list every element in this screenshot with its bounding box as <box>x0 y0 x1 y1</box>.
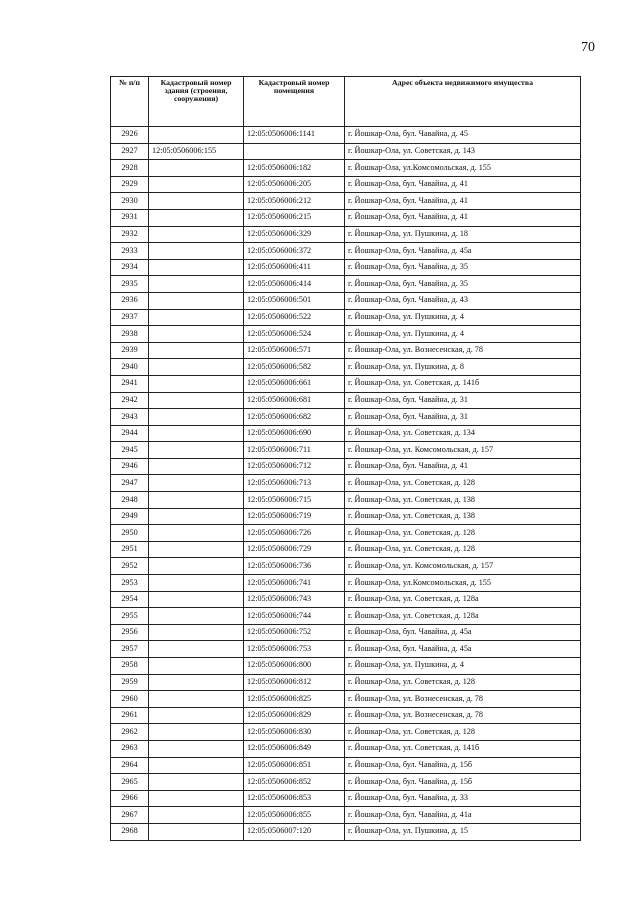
building-cadastral-cell <box>149 342 244 359</box>
building-cadastral-cell <box>149 176 244 193</box>
room-cadastral-cell: 12:05:0506006:852 <box>244 774 345 791</box>
building-cadastral-cell <box>149 591 244 608</box>
building-cadastral-cell <box>149 541 244 558</box>
address-cell: г. Йошкар-Ола, ул. Советская, д. 128 <box>345 724 581 741</box>
address-cell: г. Йошкар-Ола, ул. Пушкина, д. 4 <box>345 309 581 326</box>
page-number: 70 <box>581 40 595 55</box>
row-number-cell: 2930 <box>111 193 149 210</box>
address-cell: г. Йошкар-Ола, ул. Пушкина, д. 15 <box>345 823 581 840</box>
table-row <box>111 143 581 160</box>
address-cell: г. Йошкар-Ола, ул. Советская, д. 128а <box>345 591 581 608</box>
room-cadastral-cell: 12:05:0506006:411 <box>244 259 345 276</box>
room-cadastral-cell: 12:05:0506006:681 <box>244 392 345 409</box>
address-cell: г. Йошкар-Ола, ул. Комсомольская, д. 157 <box>345 558 581 575</box>
building-cadastral-cell <box>149 525 244 542</box>
room-cadastral-cell: 12:05:0506006:753 <box>244 641 345 658</box>
room-cadastral-cell: 12:05:0506007:120 <box>244 823 345 840</box>
table-row <box>111 575 581 592</box>
table-row <box>111 342 581 359</box>
building-cadastral-cell <box>149 209 244 226</box>
table-row <box>111 790 581 807</box>
building-cadastral-cell <box>149 641 244 658</box>
row-number-cell: 2940 <box>111 359 149 376</box>
row-number-cell: 2963 <box>111 740 149 757</box>
table-row <box>111 193 581 210</box>
room-cadastral-cell: 12:05:0506006:711 <box>244 442 345 459</box>
room-cadastral-cell: 12:05:0506006:800 <box>244 658 345 675</box>
row-number-cell: 2959 <box>111 674 149 691</box>
row-number-cell: 2961 <box>111 707 149 724</box>
row-number-cell: 2955 <box>111 608 149 625</box>
row-number-cell: 2928 <box>111 160 149 177</box>
address-cell: г. Йошкар-Ола, бул. Чавайна, д. 45а <box>345 243 581 260</box>
building-cadastral-cell <box>149 359 244 376</box>
room-cadastral-cell: 12:05:0506006:825 <box>244 691 345 708</box>
row-number-cell: 2941 <box>111 375 149 392</box>
row-number-cell: 2936 <box>111 292 149 309</box>
building-cadastral-cell <box>149 458 244 475</box>
address-cell: г. Йошкар-Ола, ул. Советская, д. 141б <box>345 375 581 392</box>
address-cell: г. Йошкар-Ола, бул. Чавайна, д. 31 <box>345 409 581 426</box>
building-cadastral-cell <box>149 226 244 243</box>
address-cell: г. Йошкар-Ола, ул. Советская, д. 128а <box>345 608 581 625</box>
row-number-cell: 2960 <box>111 691 149 708</box>
building-cadastral-cell <box>149 193 244 210</box>
address-cell: г. Йошкар-Ола, ул. Советская, д. 128 <box>345 525 581 542</box>
building-cadastral-cell <box>149 409 244 426</box>
room-cadastral-cell: 12:05:0506006:851 <box>244 757 345 774</box>
address-cell: г. Йошкар-Ола, ул. Советская, д. 141б <box>345 740 581 757</box>
building-cadastral-cell <box>149 508 244 525</box>
room-cadastral-cell <box>244 143 345 160</box>
room-cadastral-cell: 12:05:0506006:661 <box>244 375 345 392</box>
room-cadastral-cell: 12:05:0506006:690 <box>244 425 345 442</box>
row-number-cell: 2937 <box>111 309 149 326</box>
address-cell: г. Йошкар-Ола, ул. Вознесенская, д. 78 <box>345 342 581 359</box>
address-cell: г. Йошкар-Ола, бул. Чавайна, д. 41 <box>345 209 581 226</box>
room-cadastral-cell: 12:05:0506006:372 <box>244 243 345 260</box>
building-cadastral-cell <box>149 740 244 757</box>
row-number-cell: 2953 <box>111 575 149 592</box>
address-cell: г. Йошкар-Ола, бул. Чавайна, д. 41 <box>345 458 581 475</box>
address-cell: г. Йошкар-Ола, ул. Советская, д. 134 <box>345 425 581 442</box>
room-cadastral-cell: 12:05:0506006:736 <box>244 558 345 575</box>
room-cadastral-cell: 12:05:0506006:829 <box>244 707 345 724</box>
header-address: Адрес объекта недвижимого имущества <box>345 77 581 127</box>
table-row <box>111 442 581 459</box>
building-cadastral-cell <box>149 392 244 409</box>
row-number-cell: 2965 <box>111 774 149 791</box>
building-cadastral-cell: 12:05:0506006:155 <box>149 143 244 160</box>
table-body <box>111 127 581 841</box>
row-number-cell: 2954 <box>111 591 149 608</box>
address-cell: г. Йошкар-Ола, ул. Вознесенская, д. 78 <box>345 707 581 724</box>
table-row <box>111 458 581 475</box>
building-cadastral-cell <box>149 674 244 691</box>
table-row <box>111 392 581 409</box>
table-row <box>111 492 581 509</box>
row-number-cell: 2952 <box>111 558 149 575</box>
table-row <box>111 525 581 542</box>
room-cadastral-cell: 12:05:0506006:329 <box>244 226 345 243</box>
room-cadastral-cell: 12:05:0506006:726 <box>244 525 345 542</box>
table-row <box>111 326 581 343</box>
address-cell: г. Йошкар-Ола, ул. Советская, д. 128 <box>345 674 581 691</box>
room-cadastral-cell: 12:05:0506006:729 <box>244 541 345 558</box>
address-cell: г. Йошкар-Ола, ул.Комсомольская, д. 155 <box>345 575 581 592</box>
table-row <box>111 243 581 260</box>
address-cell: г. Йошкар-Ола, бул. Чавайна, д. 35 <box>345 259 581 276</box>
building-cadastral-cell <box>149 492 244 509</box>
building-cadastral-cell <box>149 276 244 293</box>
table-row <box>111 658 581 675</box>
table-row <box>111 176 581 193</box>
building-cadastral-cell <box>149 160 244 177</box>
row-number-cell: 2962 <box>111 724 149 741</box>
row-number-cell: 2938 <box>111 326 149 343</box>
building-cadastral-cell <box>149 724 244 741</box>
address-cell: г. Йошкар-Ола, бул. Чавайна, д. 41 <box>345 176 581 193</box>
row-number-cell: 2927 <box>111 143 149 160</box>
building-cadastral-cell <box>149 475 244 492</box>
address-cell: г. Йошкар-Ола, ул. Пушкина, д. 18 <box>345 226 581 243</box>
room-cadastral-cell: 12:05:0506006:855 <box>244 807 345 824</box>
building-cadastral-cell <box>149 624 244 641</box>
table-row <box>111 226 581 243</box>
building-cadastral-cell <box>149 292 244 309</box>
building-cadastral-cell <box>149 558 244 575</box>
building-cadastral-cell <box>149 823 244 840</box>
table-row <box>111 127 581 144</box>
row-number-cell: 2946 <box>111 458 149 475</box>
table-row <box>111 608 581 625</box>
table-row <box>111 276 581 293</box>
address-cell: г. Йошкар-Ола, бул. Чавайна, д. 45 <box>345 127 581 144</box>
table-row <box>111 724 581 741</box>
address-cell: г. Йошкар-Ола, ул. Комсомольская, д. 157 <box>345 442 581 459</box>
table-row <box>111 359 581 376</box>
table-row <box>111 774 581 791</box>
table-row <box>111 209 581 226</box>
table-row <box>111 691 581 708</box>
address-cell: г. Йошкар-Ола, бул. Чавайна, д. 15б <box>345 774 581 791</box>
row-number-cell: 2939 <box>111 342 149 359</box>
room-cadastral-cell: 12:05:0506006:712 <box>244 458 345 475</box>
row-number-cell: 2934 <box>111 259 149 276</box>
table-row <box>111 641 581 658</box>
address-cell: г. Йошкар-Ола, бул. Чавайна, д. 41 <box>345 193 581 210</box>
room-cadastral-cell: 12:05:0506006:812 <box>244 674 345 691</box>
room-cadastral-cell: 12:05:0506006:212 <box>244 193 345 210</box>
row-number-cell: 2967 <box>111 807 149 824</box>
address-cell: г. Йошкар-Ола, ул. Пушкина, д. 4 <box>345 658 581 675</box>
table-row <box>111 375 581 392</box>
building-cadastral-cell <box>149 790 244 807</box>
building-cadastral-cell <box>149 608 244 625</box>
building-cadastral-cell <box>149 774 244 791</box>
property-registry-table <box>110 76 581 841</box>
address-cell: г. Йошкар-Ола, ул. Советская, д. 143 <box>345 143 581 160</box>
address-cell: г. Йошкар-Ола, ул. Советская, д. 138 <box>345 492 581 509</box>
room-cadastral-cell: 12:05:0506006:715 <box>244 492 345 509</box>
row-number-cell: 2964 <box>111 757 149 774</box>
room-cadastral-cell: 12:05:0506006:853 <box>244 790 345 807</box>
room-cadastral-cell: 12:05:0506006:524 <box>244 326 345 343</box>
row-number-cell: 2935 <box>111 276 149 293</box>
building-cadastral-cell <box>149 309 244 326</box>
table-row <box>111 707 581 724</box>
address-cell: г. Йошкар-Ола, ул.Комсомольская, д. 155 <box>345 160 581 177</box>
row-number-cell: 2957 <box>111 641 149 658</box>
table-row <box>111 740 581 757</box>
address-cell: г. Йошкар-Ола, бул. Чавайна, д. 35 <box>345 276 581 293</box>
room-cadastral-cell: 12:05:0506006:182 <box>244 160 345 177</box>
address-cell: г. Йошкар-Ола, ул. Вознесенская, д. 78 <box>345 691 581 708</box>
address-cell: г. Йошкар-Ола, бул. Чавайна, д. 45а <box>345 641 581 658</box>
room-cadastral-cell: 12:05:0506006:414 <box>244 276 345 293</box>
room-cadastral-cell: 12:05:0506006:1141 <box>244 127 345 144</box>
building-cadastral-cell <box>149 757 244 774</box>
building-cadastral-cell <box>149 259 244 276</box>
table-row <box>111 409 581 426</box>
table-row <box>111 591 581 608</box>
table-row <box>111 807 581 824</box>
row-number-cell: 2929 <box>111 176 149 193</box>
table-row <box>111 309 581 326</box>
building-cadastral-cell <box>149 807 244 824</box>
building-cadastral-cell <box>149 326 244 343</box>
row-number-cell: 2945 <box>111 442 149 459</box>
table-row <box>111 425 581 442</box>
room-cadastral-cell: 12:05:0506006:501 <box>244 292 345 309</box>
header-num: № п/п <box>111 77 149 127</box>
table-row <box>111 475 581 492</box>
address-cell: г. Йошкар-Ола, бул. Чавайна, д. 43 <box>345 292 581 309</box>
table-row <box>111 508 581 525</box>
table-row <box>111 160 581 177</box>
table-row <box>111 558 581 575</box>
header-row <box>111 77 581 127</box>
row-number-cell: 2926 <box>111 127 149 144</box>
row-number-cell: 2944 <box>111 425 149 442</box>
address-cell: г. Йошкар-Ола, бул. Чавайна, д. 41а <box>345 807 581 824</box>
row-number-cell: 2956 <box>111 624 149 641</box>
table-row <box>111 292 581 309</box>
table-row <box>111 674 581 691</box>
row-number-cell: 2948 <box>111 492 149 509</box>
row-number-cell: 2949 <box>111 508 149 525</box>
address-cell: г. Йошкар-Ола, ул. Советская, д. 128 <box>345 475 581 492</box>
row-number-cell: 2958 <box>111 658 149 675</box>
row-number-cell: 2933 <box>111 243 149 260</box>
row-number-cell: 2931 <box>111 209 149 226</box>
room-cadastral-cell: 12:05:0506006:741 <box>244 575 345 592</box>
building-cadastral-cell <box>149 691 244 708</box>
room-cadastral-cell: 12:05:0506006:205 <box>244 176 345 193</box>
table-row <box>111 541 581 558</box>
row-number-cell: 2943 <box>111 409 149 426</box>
room-cadastral-cell: 12:05:0506006:713 <box>244 475 345 492</box>
room-cadastral-cell: 12:05:0506006:571 <box>244 342 345 359</box>
address-cell: г. Йошкар-Ола, ул. Пушкина, д. 4 <box>345 326 581 343</box>
address-cell: г. Йошкар-Ола, ул. Советская, д. 128 <box>345 541 581 558</box>
building-cadastral-cell <box>149 575 244 592</box>
room-cadastral-cell: 12:05:0506006:522 <box>244 309 345 326</box>
table-row <box>111 624 581 641</box>
address-cell: г. Йошкар-Ола, бул. Чавайна, д. 45а <box>345 624 581 641</box>
room-cadastral-cell: 12:05:0506006:215 <box>244 209 345 226</box>
building-cadastral-cell <box>149 707 244 724</box>
room-cadastral-cell: 12:05:0506006:582 <box>244 359 345 376</box>
table-row <box>111 259 581 276</box>
address-cell: г. Йошкар-Ола, бул. Чавайна, д. 31 <box>345 392 581 409</box>
room-cadastral-cell: 12:05:0506006:743 <box>244 591 345 608</box>
address-cell: г. Йошкар-Ола, бул. Чавайна, д. 15б <box>345 757 581 774</box>
address-cell: г. Йошкар-Ола, ул. Советская, д. 138 <box>345 508 581 525</box>
address-cell: г. Йошкар-Ола, бул. Чавайна, д. 33 <box>345 790 581 807</box>
building-cadastral-cell <box>149 658 244 675</box>
table-row <box>111 757 581 774</box>
building-cadastral-cell <box>149 127 244 144</box>
header-building-cadastral: Кадастровый номер здания (строения, сооружения) <box>149 77 244 127</box>
room-cadastral-cell: 12:05:0506006:830 <box>244 724 345 741</box>
building-cadastral-cell <box>149 243 244 260</box>
row-number-cell: 2968 <box>111 823 149 840</box>
row-number-cell: 2942 <box>111 392 149 409</box>
row-number-cell: 2932 <box>111 226 149 243</box>
header-room-cadastral: Кадастровый номер помещения <box>244 77 345 127</box>
table-header <box>111 77 581 127</box>
row-number-cell: 2950 <box>111 525 149 542</box>
building-cadastral-cell <box>149 375 244 392</box>
building-cadastral-cell <box>149 425 244 442</box>
room-cadastral-cell: 12:05:0506006:752 <box>244 624 345 641</box>
room-cadastral-cell: 12:05:0506006:719 <box>244 508 345 525</box>
row-number-cell: 2947 <box>111 475 149 492</box>
room-cadastral-cell: 12:05:0506006:744 <box>244 608 345 625</box>
row-number-cell: 2966 <box>111 790 149 807</box>
room-cadastral-cell: 12:05:0506006:849 <box>244 740 345 757</box>
table-row <box>111 823 581 840</box>
address-cell: г. Йошкар-Ола, ул. Пушкина, д. 8 <box>345 359 581 376</box>
building-cadastral-cell <box>149 442 244 459</box>
room-cadastral-cell: 12:05:0506006:682 <box>244 409 345 426</box>
row-number-cell: 2951 <box>111 541 149 558</box>
